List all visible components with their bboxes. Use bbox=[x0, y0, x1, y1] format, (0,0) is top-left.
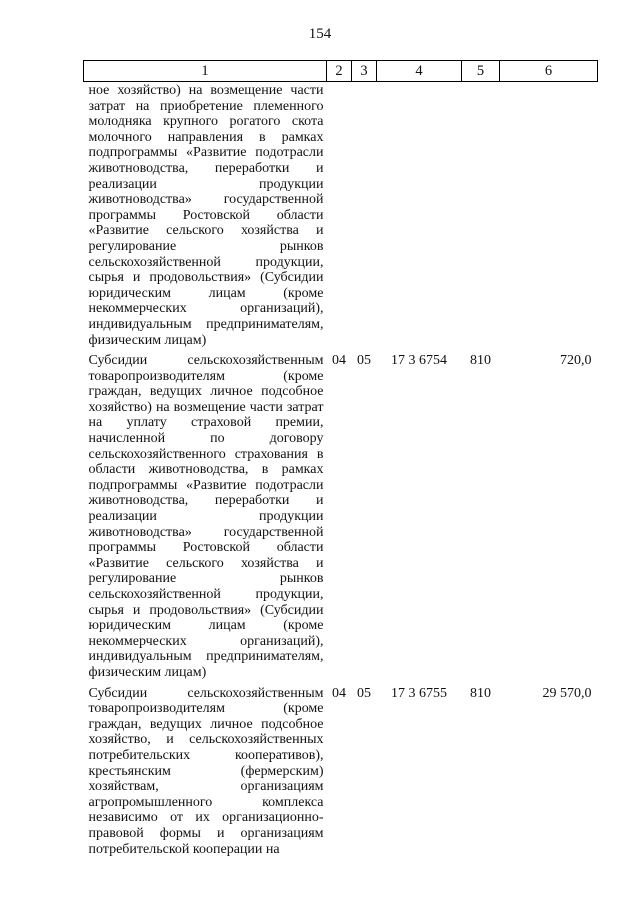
row-description: Субсидии сельскохозяйственным товаропроизводителям (кроме граждан, ведущих личное подсобное хозяйство) на возмещение части затрат на уплату страховой премии, начисленной по договору сельскохозяйственного страхования в области животноводства, в рамках подпрограммы «Развитие подотрасли животноводства, переработки и реализации продукции животноводства» государственной программы Ростовской области «Развитие сельского хозяйства и регулирование рынков сельскохозяйственной продукции, сырья и продовольствия» (Субсидии юридическим лицам (кроме некоммерческих организаций), индивидуальным предпринимателям, физическим лицам) bbox=[88, 353, 324, 680]
row-expense-type bbox=[462, 82, 500, 349]
row-section: 04 bbox=[332, 353, 346, 369]
row-target-code bbox=[377, 82, 462, 349]
column-header-5: 5 bbox=[462, 61, 500, 82]
row-description: ное хозяйство) на возмещение части затрат на приобретение племенного молодняка крупного рогатого скота молочного направления в рамках подпрограммы «Развитие подотрасли животноводства, переработки и реализации продукции животноводства» государственной программы Ростовской области «Развитие сельского хозяйства и регулирование рынков сельскохозяйственной продукции, сырья и продовольствия» (Субсидии юридическим лицам (кроме некоммерческих организаций), индивидуальным предпринимателям, физическим лицам) bbox=[88, 83, 324, 348]
row-description: Субсидии сельскохозяйственным товаропроизводителям (кроме граждан, ведущих личное подсобное хозяйство, и сельскохозяйственных потребительских кооперативов), крестьянским (фермерским) хозяйствам, организациям агропромышленного комплекса независимо от их организационно-правовой формы и организациям потребительской кооперации на bbox=[88, 685, 324, 857]
row-amount: 720,0 bbox=[560, 353, 592, 369]
row-expense-type: 810 bbox=[470, 685, 491, 701]
column-header-4: 4 bbox=[377, 61, 462, 82]
column-header-6: 6 bbox=[500, 61, 598, 82]
column-header-2: 2 bbox=[327, 61, 352, 82]
budget-table bbox=[83, 60, 598, 857]
row-expense-type: 810 bbox=[470, 353, 491, 369]
row-subsection: 05 bbox=[357, 685, 371, 701]
table-row bbox=[84, 348, 598, 680]
table-header-row bbox=[84, 61, 598, 82]
row-section bbox=[327, 82, 352, 349]
column-header-1: 1 bbox=[84, 61, 327, 82]
row-amount: 29 570,0 bbox=[542, 685, 592, 701]
page-number: 154 bbox=[308, 26, 332, 42]
row-amount bbox=[500, 82, 598, 349]
table-row bbox=[84, 82, 598, 349]
row-subsection bbox=[352, 82, 377, 349]
row-section: 04 bbox=[332, 685, 346, 701]
row-target-code: 17 3 6754 bbox=[391, 353, 447, 369]
table-row bbox=[84, 681, 598, 858]
row-subsection: 05 bbox=[357, 353, 371, 369]
column-header-3: 3 bbox=[352, 61, 377, 82]
row-target-code: 17 3 6755 bbox=[391, 685, 447, 701]
